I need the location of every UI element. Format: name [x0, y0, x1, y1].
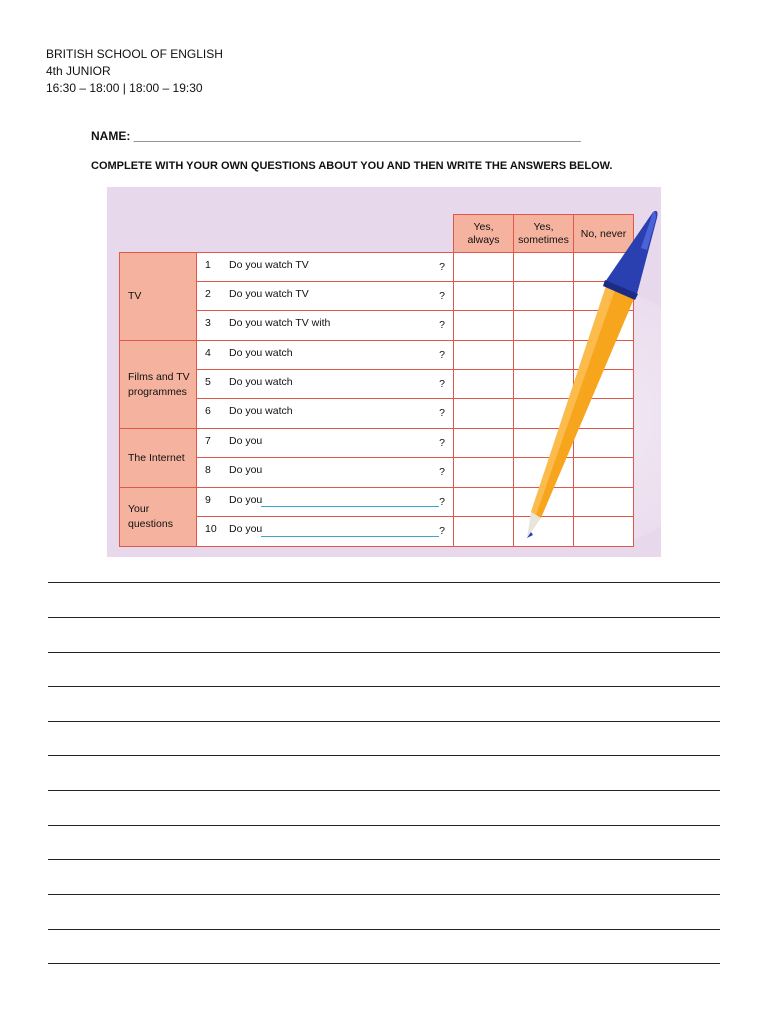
category-films — [119, 340, 197, 429]
question-text: Do you watch — [229, 347, 293, 359]
col-header-no-never: No, never — [573, 214, 634, 254]
question-text: Do you — [229, 494, 263, 506]
answer-line[interactable] — [48, 755, 720, 756]
answer-line[interactable] — [48, 825, 720, 826]
class-level: 4th JUNIOR — [46, 64, 111, 78]
school-header — [46, 46, 223, 97]
question-blank-line[interactable] — [261, 506, 439, 507]
question-text: Do you watch — [229, 405, 293, 417]
answer-line[interactable] — [48, 963, 720, 964]
question-text: Do you watch TV — [229, 259, 309, 271]
question-row-8[interactable] — [196, 457, 454, 488]
category-tv-label: TV — [128, 290, 142, 302]
question-text: Do you watch — [229, 376, 293, 388]
school-name: BRITISH SCHOOL OF ENGLISH — [46, 47, 223, 61]
answer-line[interactable] — [48, 582, 720, 583]
answer-line[interactable] — [48, 617, 720, 618]
question-row-2[interactable] — [196, 281, 454, 311]
category-films-label: Films and TV programmes — [128, 370, 190, 398]
category-internet — [119, 428, 197, 488]
question-number: 3 — [205, 317, 211, 329]
question-text: Do you — [229, 464, 263, 476]
question-number: 7 — [205, 435, 211, 447]
question-mark: ? — [439, 378, 445, 390]
question-mark: ? — [439, 466, 445, 478]
question-mark: ? — [439, 407, 445, 419]
question-text: Do you watch TV with — [229, 317, 331, 329]
question-number: 9 — [205, 494, 211, 506]
col-header-yes-sometimes: Yes, sometimes — [513, 214, 574, 254]
answer-line[interactable] — [48, 929, 720, 930]
question-row-1[interactable] — [196, 252, 454, 282]
question-mark: ? — [439, 319, 445, 331]
question-number: 4 — [205, 347, 211, 359]
answer-line[interactable] — [48, 721, 720, 722]
question-row-7[interactable] — [196, 428, 454, 458]
question-row-3[interactable] — [196, 310, 454, 341]
question-mark: ? — [439, 349, 445, 361]
category-your-questions-label: Your questions — [128, 503, 173, 530]
instruction-text: COMPLETE WITH YOUR OWN QUESTIONS ABOUT YOU AND THEN WRITE THE ANSWERS BELOW. — [91, 160, 613, 172]
question-row-6[interactable] — [196, 398, 454, 429]
name-field[interactable]: NAME: ___________________________________________________________________ — [91, 129, 581, 143]
question-number: 8 — [205, 464, 211, 476]
question-mark: ? — [439, 261, 445, 273]
class-times: 16:30 – 18:00 | 18:00 – 19:30 — [46, 81, 203, 95]
question-number: 6 — [205, 405, 211, 417]
answer-line[interactable] — [48, 652, 720, 653]
pen-illustration — [505, 198, 665, 548]
question-blank-line[interactable] — [261, 536, 439, 537]
question-mark: ? — [439, 525, 445, 537]
category-your-questions — [119, 487, 197, 547]
question-text: Do you — [229, 523, 263, 535]
question-mark: ? — [439, 437, 445, 449]
question-row-4[interactable] — [196, 340, 454, 370]
category-internet-label: The Internet — [128, 451, 185, 464]
pen-body-highlight — [531, 280, 617, 515]
category-tv — [119, 252, 197, 341]
answer-line[interactable] — [48, 790, 720, 791]
question-row-9[interactable] — [196, 487, 454, 517]
answer-line[interactable] — [48, 686, 720, 687]
question-row-10[interactable] — [196, 516, 454, 547]
question-number: 1 — [205, 259, 211, 271]
col-header-yes-always: Yes, always — [453, 214, 514, 254]
answer-line[interactable] — [48, 859, 720, 860]
answer-line[interactable] — [48, 894, 720, 895]
question-row-5[interactable] — [196, 369, 454, 399]
question-text: Do you — [229, 435, 263, 447]
question-number: 2 — [205, 288, 211, 300]
question-number: 10 — [205, 523, 217, 535]
question-mark: ? — [439, 496, 445, 508]
question-number: 5 — [205, 376, 211, 388]
question-text: Do you watch TV — [229, 288, 309, 300]
question-mark: ? — [439, 290, 445, 302]
